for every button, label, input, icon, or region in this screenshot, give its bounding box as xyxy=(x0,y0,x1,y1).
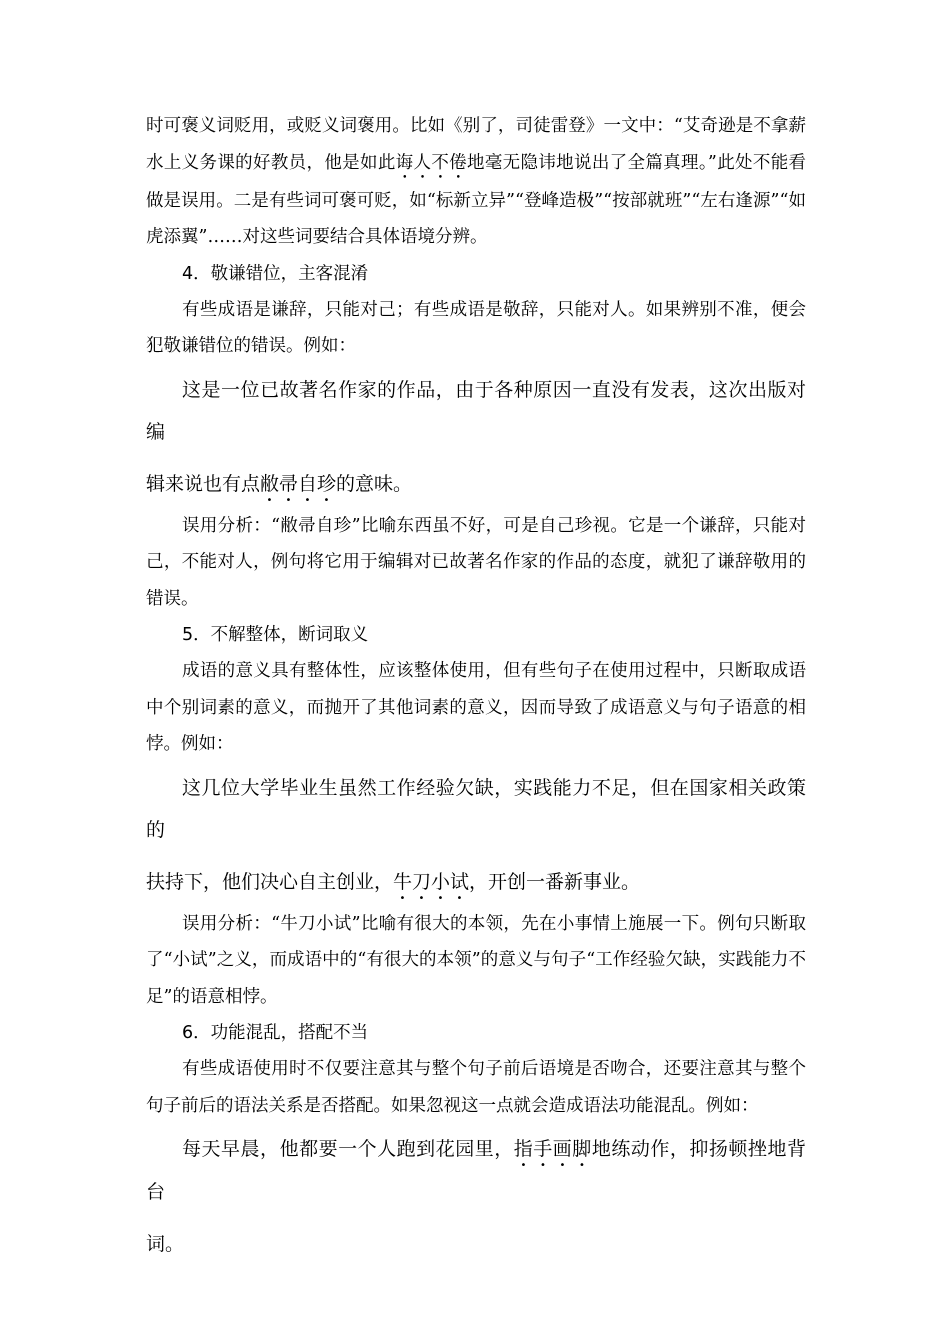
example-line xyxy=(146,463,806,506)
body-paragraph: 有些成语使用时不仅要注意其与整个句子前后语境是否吻合，还要注意其与整个句子前后的语法关系是否搭配。如果忽视这一点就会造成语法功能混乱。例如： xyxy=(146,1059,806,1116)
example-line: 这是一位已故著名作家的作品，由于各种原因一直没有发表，这次出版对编 xyxy=(146,378,806,443)
example-text: 扶持下，他们决心自主创业， xyxy=(146,870,394,893)
section-heading: 6．功能混乱，搭配不当 xyxy=(182,1023,369,1043)
example-sentence xyxy=(146,369,806,506)
emphasized-idiom: 指手画脚 xyxy=(513,1138,592,1160)
emphasized-idiom: 牛刀小试 xyxy=(393,870,470,893)
section-heading: 5．不解整体，断词取义 xyxy=(182,625,369,645)
intro-line: 理。”此处不能看做是误用。二是有些词可褒可贬，如“标新立异”“登峰造 xyxy=(146,152,807,211)
example-line: 词。 xyxy=(146,1233,185,1255)
section-heading: 4．敬谦错位，主客混淆 xyxy=(182,263,369,284)
analysis-paragraph: 误用分析：“牛刀小试”比喻有很大的本领，先在小事情上施展一下。例句只断取了“小试”之义，而成语中的“有很大的本领”的意义与句子“工作经验欠缺，实践能力不足”的语意相悖。 xyxy=(146,913,806,1007)
body-paragraph: 有些成语是谦辞，只能对己；有些成语是敬辞，只能对人。如果辨别不准，便会犯敬谦错位的错误。例如： xyxy=(146,299,806,356)
example-text: 每天早晨，他都要一个人跑到花园里， xyxy=(182,1138,514,1160)
example-text: 辑来说也有点 xyxy=(146,472,261,495)
intro-line: 地毫无隐讳地说出了全篇真 xyxy=(467,152,681,173)
example-line xyxy=(146,861,806,904)
emphasized-idiom: 诲人不倦 xyxy=(395,152,467,173)
body-paragraph: 成语的意义具有整体性，应该整体使用，但有些句子在使用过程中，只断取成语中个别词素的意义，而抛开了其他词素的意义，因而导致了成语意义与句子语意的相悖。例如： xyxy=(146,661,806,754)
example-text: 的意味。 xyxy=(336,472,413,495)
example-line: 这几位大学毕业生虽然工作经验欠缺，实践能力不足，但在国家相关政策的 xyxy=(146,776,806,841)
intro-line: 不拿薪水上义务课的好教员，他是如此 xyxy=(146,116,807,173)
example-sentence xyxy=(146,767,806,904)
intro-line: 辨。 xyxy=(452,227,488,247)
example-text: ，开创一番新事业。 xyxy=(469,870,641,893)
document-page xyxy=(146,108,806,1267)
intro-line: 极”“按部就班”“左右逢源”“如虎添翼”……对这些词要结合具体语境分 xyxy=(146,190,806,247)
example-text: 地练动作，抑扬顿挫地背台 xyxy=(146,1138,806,1203)
intro-paragraph xyxy=(146,108,806,256)
analysis-paragraph: 误用分析：“敝帚自珍”比喻东西虽不好，可是自己珍视。它是一个谦辞，只能对己，不能对人，例句将它用于编辑对已故著名作家的作品的态度，就犯了谦辞敬用的错误。 xyxy=(146,515,806,609)
intro-line: 时可褒义词贬用，或贬义词褒用。比如《别了，司徒雷登》一文中：“艾奇逊是 xyxy=(146,116,754,136)
emphasized-idiom: 敝帚自珍 xyxy=(260,472,337,495)
example-sentence xyxy=(146,1128,806,1265)
